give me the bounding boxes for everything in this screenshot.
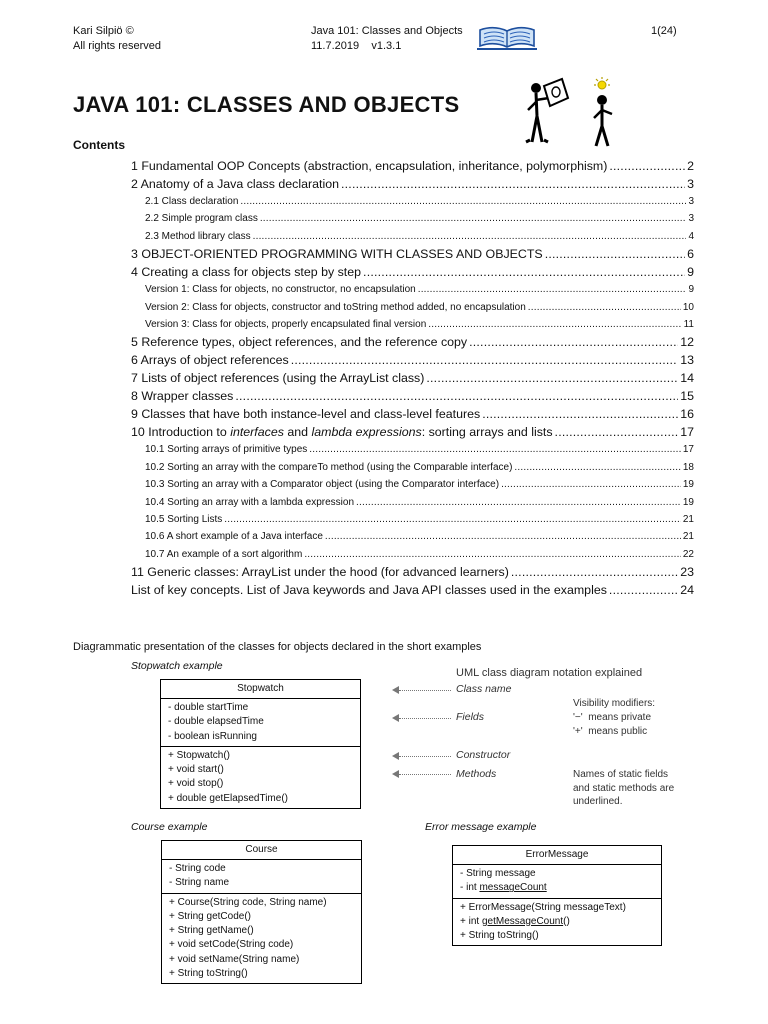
stopwatch-example-label: Stopwatch example bbox=[131, 660, 223, 672]
toc-entry-text: 7 Lists of object references (using the ArrayList class) bbox=[131, 371, 425, 386]
toc-entry-text: 5 Reference types, object references, and the reference copy bbox=[131, 335, 468, 350]
toc-entry[interactable] bbox=[131, 316, 694, 333]
uml-heading: UML class diagram notation explained bbox=[456, 667, 643, 679]
toc-entry-text: 6 Arrays of object references bbox=[131, 353, 289, 368]
static-note bbox=[573, 768, 674, 809]
toc-page-number: 22 bbox=[682, 548, 694, 560]
header-date-version: 11.7.2019 v1.3.1 bbox=[311, 40, 402, 52]
toc-page-number: 3 bbox=[688, 213, 694, 225]
toc-entry[interactable] bbox=[131, 351, 694, 369]
toc-leader-dots bbox=[325, 528, 681, 545]
toc-leader-dots bbox=[514, 459, 680, 476]
toc-entry[interactable] bbox=[131, 405, 694, 423]
toc-leader-dots bbox=[428, 316, 681, 333]
course-class-box bbox=[161, 840, 362, 984]
toc-leader-dots bbox=[469, 333, 678, 351]
toc-leader-dots bbox=[304, 546, 681, 563]
toc-entry[interactable] bbox=[131, 333, 694, 351]
field-line bbox=[460, 881, 655, 895]
toc-page-number: 4 bbox=[688, 230, 694, 242]
toc-page-number: 17 bbox=[682, 444, 694, 456]
method-line: + Course(String code, String name) bbox=[169, 896, 327, 908]
uml-methods-label: Methods bbox=[456, 768, 497, 780]
toc-entry-text: 2 Anatomy of a Java class declaration bbox=[131, 177, 340, 191]
toc-entry-text: 3 OBJECT-ORIENTED PROGRAMMING WITH CLASSES AND OBJECTS bbox=[131, 247, 543, 262]
toc-page-number: 18 bbox=[682, 461, 694, 473]
field-line: - boolean isRunning bbox=[168, 730, 257, 742]
toc-leader-dots bbox=[240, 193, 686, 210]
course-example-label: Course example bbox=[131, 821, 208, 833]
toc-entry-text: 9 Classes that have both instance-level and class-level features bbox=[131, 407, 481, 422]
toc-entry[interactable] bbox=[131, 193, 694, 210]
toc-entry-text: 11 Generic classes: ArrayList under the hood (for advanced learners) bbox=[131, 565, 509, 580]
toc-entry-text: 10.4 Sorting an array with a lambda expression bbox=[145, 496, 355, 508]
toc-leader-dots bbox=[291, 351, 678, 369]
toc-entry[interactable] bbox=[131, 459, 694, 476]
toc-entry[interactable] bbox=[131, 175, 694, 193]
visibility-public: '+' means public bbox=[573, 726, 648, 737]
toc-leader-dots bbox=[363, 263, 685, 281]
toc-entry[interactable] bbox=[131, 581, 694, 599]
toc-page-number: 24 bbox=[680, 583, 694, 598]
stopwatch-class-box bbox=[160, 679, 361, 809]
toc-entry-text: 2.2 Simple program class bbox=[145, 213, 258, 225]
error-class-name: ErrorMessage bbox=[453, 846, 661, 865]
toc-entry[interactable] bbox=[131, 157, 694, 175]
toc-entry-text: Version 3: Class for objects, properly encapsulated final version bbox=[145, 318, 427, 330]
toc-entry[interactable] bbox=[131, 263, 694, 281]
toc-leader-dots bbox=[224, 511, 681, 528]
toc-leader-dots bbox=[341, 175, 685, 193]
toc-leader-dots bbox=[528, 299, 681, 316]
toc-entry[interactable] bbox=[131, 423, 694, 441]
static-note-line: Names of static fields bbox=[573, 769, 669, 780]
toc-entry-text: 4 Creating a class for objects step by step bbox=[131, 265, 362, 280]
error-methods bbox=[453, 898, 661, 946]
toc-entry[interactable] bbox=[131, 441, 694, 458]
stopwatch-fields bbox=[161, 699, 360, 746]
field-line: - String code bbox=[169, 863, 226, 874]
static-field: messageCount bbox=[479, 882, 547, 894]
toc-entry-text: 2.3 Method library class bbox=[145, 230, 251, 242]
toc-page-number: 23 bbox=[680, 565, 694, 580]
stick-figures-illustration bbox=[522, 76, 622, 153]
toc-page-number: 2 bbox=[687, 159, 694, 173]
visibility-title: Visibility modifiers: bbox=[573, 698, 656, 709]
toc-entry[interactable] bbox=[131, 387, 694, 405]
toc-leader-dots bbox=[260, 210, 687, 227]
toc-entry-text: 10.2 Sorting an array with the compareTo method (using the Comparable interface) bbox=[145, 461, 513, 473]
toc-page-number: 9 bbox=[687, 265, 694, 280]
toc-entry[interactable] bbox=[131, 528, 694, 545]
toc-leader-dots bbox=[501, 476, 681, 493]
arrow-left-icon bbox=[392, 770, 399, 778]
method-line: + ErrorMessage(String messageText) bbox=[460, 901, 626, 913]
uml-fields-label: Fields bbox=[456, 711, 485, 723]
arrow-line bbox=[399, 718, 451, 719]
toc-leader-dots bbox=[555, 423, 679, 441]
toc-page-number: 17 bbox=[680, 425, 694, 440]
static-method: getMessageCount bbox=[481, 915, 564, 927]
toc-leader-dots bbox=[253, 228, 687, 245]
course-fields bbox=[162, 860, 361, 893]
toc-entry[interactable] bbox=[131, 369, 694, 387]
toc-page-number: 13 bbox=[680, 353, 694, 368]
toc-entry-text: 1 Fundamental OOP Concepts (abstraction, encapsulation, inheritance, polymorphism) bbox=[131, 159, 608, 173]
toc-page-number: 16 bbox=[680, 407, 694, 422]
toc-page-number: 19 bbox=[682, 496, 694, 508]
diagram-caption: Diagrammatic presentation of the classes for objects declared in the short examples bbox=[73, 641, 482, 653]
toc-page-number: 12 bbox=[680, 335, 694, 350]
toc-entry-text: 10.3 Sorting an array with a Comparator object (using the Comparator interface) bbox=[145, 479, 500, 491]
arrow-line bbox=[399, 774, 451, 775]
toc-leader-dots bbox=[545, 245, 685, 263]
toc-page-number: 11 bbox=[683, 318, 694, 330]
static-note-line: and static methods are bbox=[573, 782, 675, 794]
toc-page-number: 21 bbox=[682, 531, 694, 543]
page-title: JAVA 101: CLASSES AND OBJECTS bbox=[73, 92, 460, 117]
toc-leader-dots bbox=[609, 157, 685, 175]
stopwatch-class-name: Stopwatch bbox=[161, 680, 360, 699]
uml-class-name-label: Class name bbox=[456, 683, 512, 695]
toc-page-number: 3 bbox=[687, 177, 694, 191]
arrow-left-icon bbox=[392, 752, 399, 760]
toc-entry-text: Version 1: Class for objects, no constructor, no encapsulation bbox=[145, 284, 416, 296]
method-line: + String toString() bbox=[169, 968, 248, 980]
toc-leader-dots bbox=[426, 369, 678, 387]
arrow-line bbox=[399, 756, 451, 757]
method-prefix: + int bbox=[460, 915, 482, 927]
field-line: - double elapsedTime bbox=[168, 716, 264, 728]
toc-entry-text: 2.1 Class declaration bbox=[145, 195, 239, 207]
toc-entry[interactable] bbox=[131, 563, 694, 581]
toc-leader-dots bbox=[418, 281, 687, 298]
visibility-note bbox=[573, 697, 655, 739]
contents-label: Contents bbox=[73, 138, 125, 152]
header-author: Kari Silpiö © bbox=[73, 25, 134, 37]
error-class-box bbox=[452, 845, 662, 946]
header-doc-title: Java 101: Classes and Objects bbox=[311, 25, 463, 37]
header-rights: All rights reserved bbox=[73, 40, 162, 52]
toc-entry[interactable] bbox=[131, 546, 694, 563]
toc-leader-dots bbox=[511, 563, 678, 581]
toc-entry[interactable] bbox=[131, 299, 694, 316]
method-line: + void start() bbox=[168, 764, 224, 776]
toc-leader-dots bbox=[482, 405, 678, 423]
toc-entry-text: 8 Wrapper classes bbox=[131, 389, 234, 404]
toc-leader-dots bbox=[235, 387, 678, 405]
toc-entry[interactable] bbox=[131, 281, 694, 298]
method-line: + void setCode(String code) bbox=[169, 939, 294, 951]
toc-entry-text: List of key concepts. List of Java keywords and Java API classes used in the examples bbox=[131, 583, 607, 598]
field-line: - String message bbox=[460, 868, 536, 879]
open-book-icon bbox=[476, 22, 538, 57]
header-page: 1(24) bbox=[651, 25, 677, 37]
method-line: + String toString() bbox=[460, 930, 539, 942]
static-note-line: underlined. bbox=[573, 796, 623, 807]
arrow-left-icon bbox=[392, 714, 399, 722]
toc-entry[interactable] bbox=[131, 494, 694, 511]
error-example-label: Error message example bbox=[425, 821, 537, 833]
toc-page-number: 9 bbox=[688, 284, 694, 296]
toc-leader-dots bbox=[609, 581, 678, 599]
course-methods bbox=[162, 893, 361, 984]
method-line bbox=[460, 915, 655, 929]
toc-leader-dots bbox=[309, 441, 681, 458]
error-fields bbox=[453, 865, 661, 898]
uml-constructor-label: Constructor bbox=[456, 749, 511, 761]
method-line: + Stopwatch() bbox=[168, 749, 230, 761]
field-line: - double startTime bbox=[168, 702, 249, 713]
method-line: + String getName() bbox=[169, 925, 254, 937]
toc-page-number: 19 bbox=[682, 479, 694, 491]
toc-page-number: 15 bbox=[680, 389, 694, 404]
toc-page-number: 14 bbox=[680, 371, 694, 386]
toc-entry[interactable] bbox=[131, 228, 694, 245]
method-suffix: () bbox=[563, 915, 570, 927]
toc-page-number: 3 bbox=[688, 195, 694, 207]
arrow-line bbox=[399, 690, 451, 691]
table-of-contents bbox=[131, 157, 694, 599]
course-class-name: Course bbox=[162, 841, 361, 860]
toc-entry-text: 10.6 A short example of a Java interface bbox=[145, 531, 323, 543]
field-prefix: - int bbox=[460, 882, 480, 894]
method-line: + String getCode() bbox=[169, 910, 251, 922]
toc-entry[interactable] bbox=[131, 511, 694, 528]
method-line: + double getElapsedTime() bbox=[168, 792, 288, 804]
toc-page-number: 10 bbox=[682, 301, 694, 313]
toc-entry-text: 10.5 Sorting Lists bbox=[145, 513, 223, 525]
header-doc-block bbox=[311, 24, 463, 54]
method-line: + void setName(String name) bbox=[169, 953, 300, 965]
method-line: + void stop() bbox=[168, 778, 224, 790]
visibility-private: '−' means private bbox=[573, 712, 652, 723]
header-author-block bbox=[73, 24, 161, 54]
toc-entry-text: Version 2: Class for objects, constructor and toString method added, no encapsulation bbox=[145, 301, 526, 313]
arrow-left-icon bbox=[392, 686, 399, 694]
toc-entry-text: 10.7 An example of a sort algorithm bbox=[145, 548, 303, 560]
stopwatch-methods bbox=[161, 746, 360, 808]
toc-entry[interactable] bbox=[131, 476, 694, 493]
toc-entry[interactable] bbox=[131, 210, 694, 227]
field-line: - String name bbox=[169, 877, 230, 889]
toc-entry-text: 10.1 Sorting arrays of primitive types bbox=[145, 444, 308, 456]
toc-leader-dots bbox=[356, 494, 681, 511]
toc-entry[interactable] bbox=[131, 245, 694, 263]
toc-page-number: 21 bbox=[682, 513, 694, 525]
toc-entry-text: 10 Introduction to interfaces and lambda expressions: sorting arrays and lists bbox=[131, 425, 553, 440]
toc-page-number: 6 bbox=[687, 247, 694, 262]
